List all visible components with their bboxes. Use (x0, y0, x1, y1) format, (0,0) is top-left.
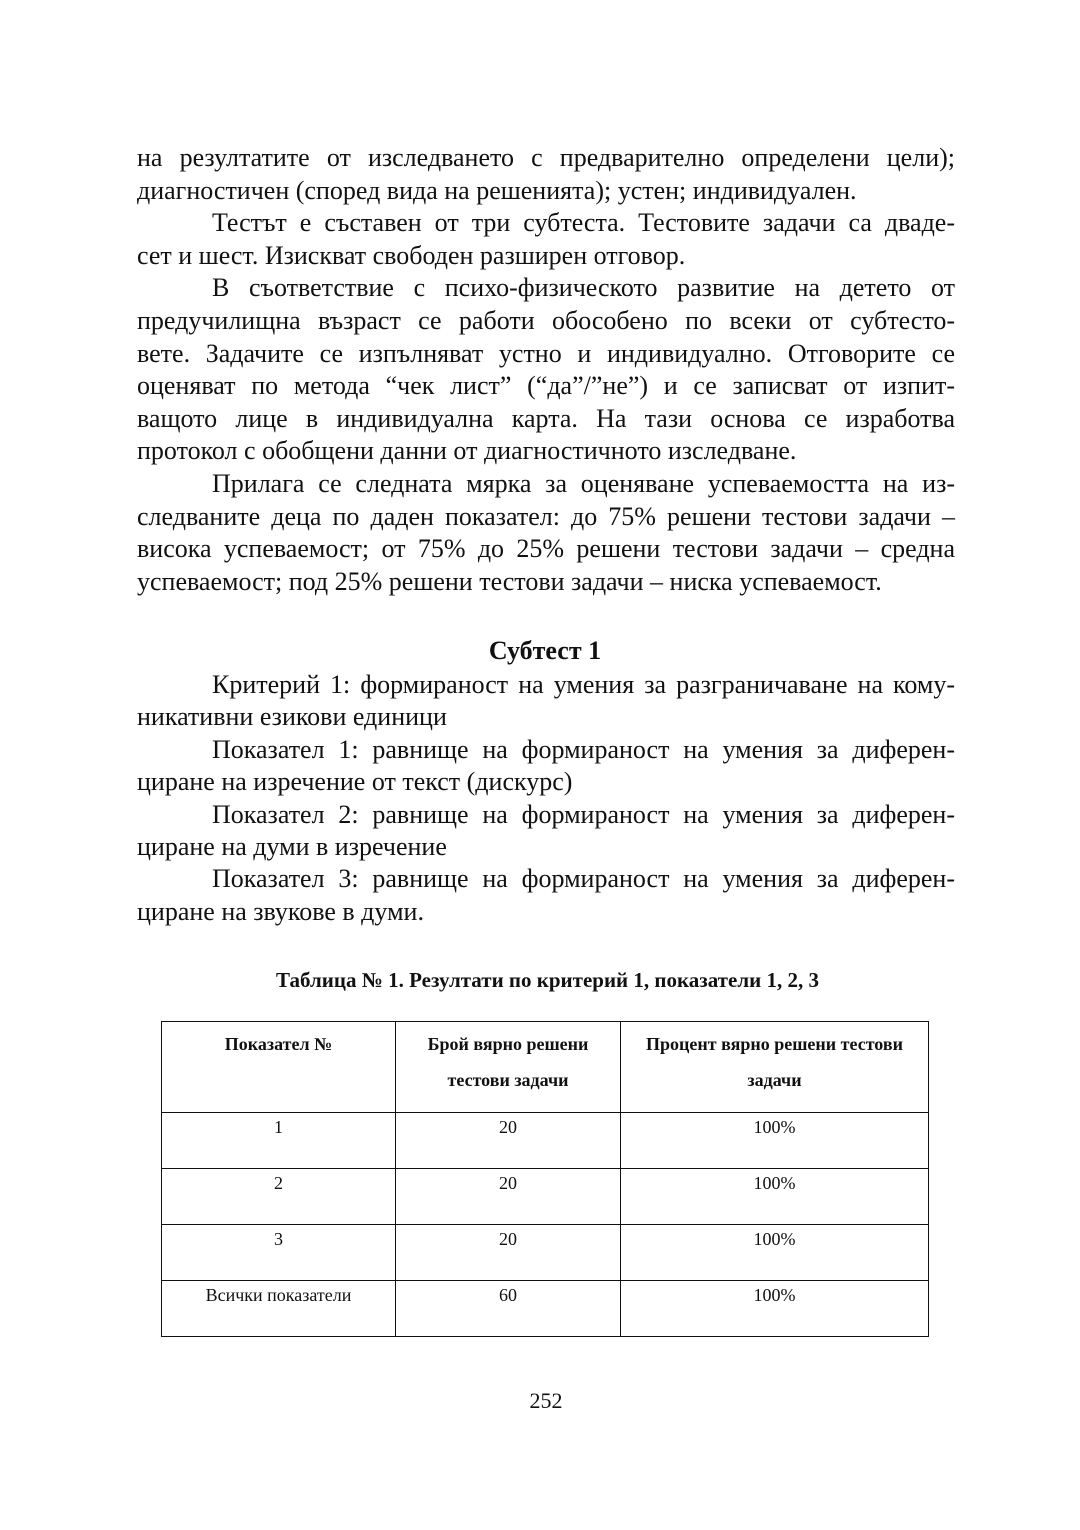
text-line: Показател 2: равнище на формираност на умения за диферен- (212, 799, 955, 829)
text-line: на резултатите от изследването с предварително определени цели); (137, 143, 955, 172)
table-cell: 20 (396, 1113, 621, 1169)
table-cell: 20 (396, 1169, 621, 1225)
header-cell: Процент вярно решени тестови задачи (621, 1022, 929, 1113)
text-line: протокол с обобщени данни от диагностичното изследване. (137, 436, 797, 466)
text-line: циране на звукове в думи. (137, 896, 424, 926)
table-cell: 2 (162, 1169, 396, 1225)
subtest-heading: Субтест 1 (488, 636, 602, 665)
header-cell: Показател № (162, 1022, 396, 1113)
table-header-row (162, 1022, 929, 1113)
table-cell: 100% (621, 1169, 929, 1225)
table-cell: 100% (621, 1225, 929, 1281)
text-line: оценяват по метода “чек лист” (“да”/”не”) и се записват от изпит- (137, 371, 955, 401)
text-line: Критерий 1: формираност на умения за разграничаване на кому- (212, 670, 955, 699)
text-line: Показател 3: равнище на формираност на умения за диферен- (212, 864, 955, 894)
table-cell: 20 (396, 1225, 621, 1281)
text-line: висока успеваемост; от 75% до 25% решени тестови задачи – средна (137, 534, 955, 564)
page-number: 252 (529, 1388, 563, 1413)
text-line: диагностичен (според вида на решенията); устен; индивидуален. (137, 175, 857, 205)
table-cell: 60 (396, 1281, 621, 1337)
text-line: предучилищна възраст се работи обособено по всеки от субтесто- (137, 306, 955, 335)
text-line: сет и шест. Изискват свободен разширен отговор. (137, 240, 686, 270)
table-cell: 100% (621, 1113, 929, 1169)
text-line: Показател 1: равнище на формираност на умения за диферен- (212, 734, 955, 764)
results-table (161, 1021, 929, 1337)
text-line: успеваемост; под 25% решени тестови задачи – ниска успеваемост. (137, 566, 882, 596)
table-cell: Всички показатели (162, 1281, 396, 1337)
text-line: Тестът е съставен от три субтеста. Тестовите задачи са двадe- (212, 208, 955, 238)
text-line: Прилага се следната мярка за оценяване успеваемостта на из- (212, 469, 955, 498)
table-cell: 3 (162, 1225, 396, 1281)
text-line: циране на изречение от текст (дискурс) (137, 767, 573, 797)
text-line: вете. Задачите се изпълняват устно и индивидуално. Отговорите се (137, 338, 955, 368)
table-caption: Таблица № 1. Резултати по критерий 1, показатели 1, 2, 3 (276, 968, 819, 992)
table-row (162, 1225, 929, 1281)
text-line: В съответствие с психо-физическото развитие на детето от (212, 273, 955, 303)
text-line: циране на думи в изречение (137, 832, 447, 861)
table-cell: 100% (621, 1281, 929, 1337)
table-row (162, 1169, 929, 1225)
header-cell: Брой вярно решени тестови задачи (396, 1022, 621, 1113)
text-line: никативни езикови единици (137, 702, 447, 732)
table-row (162, 1113, 929, 1169)
text-line: ващото лице в индивидуална карта. На тази основа се изработва (137, 403, 955, 433)
table-cell: 1 (162, 1113, 396, 1169)
text-line: следваните деца по даден показател: до 75% решени тестови задачи – (137, 501, 955, 531)
table-row (162, 1281, 929, 1337)
